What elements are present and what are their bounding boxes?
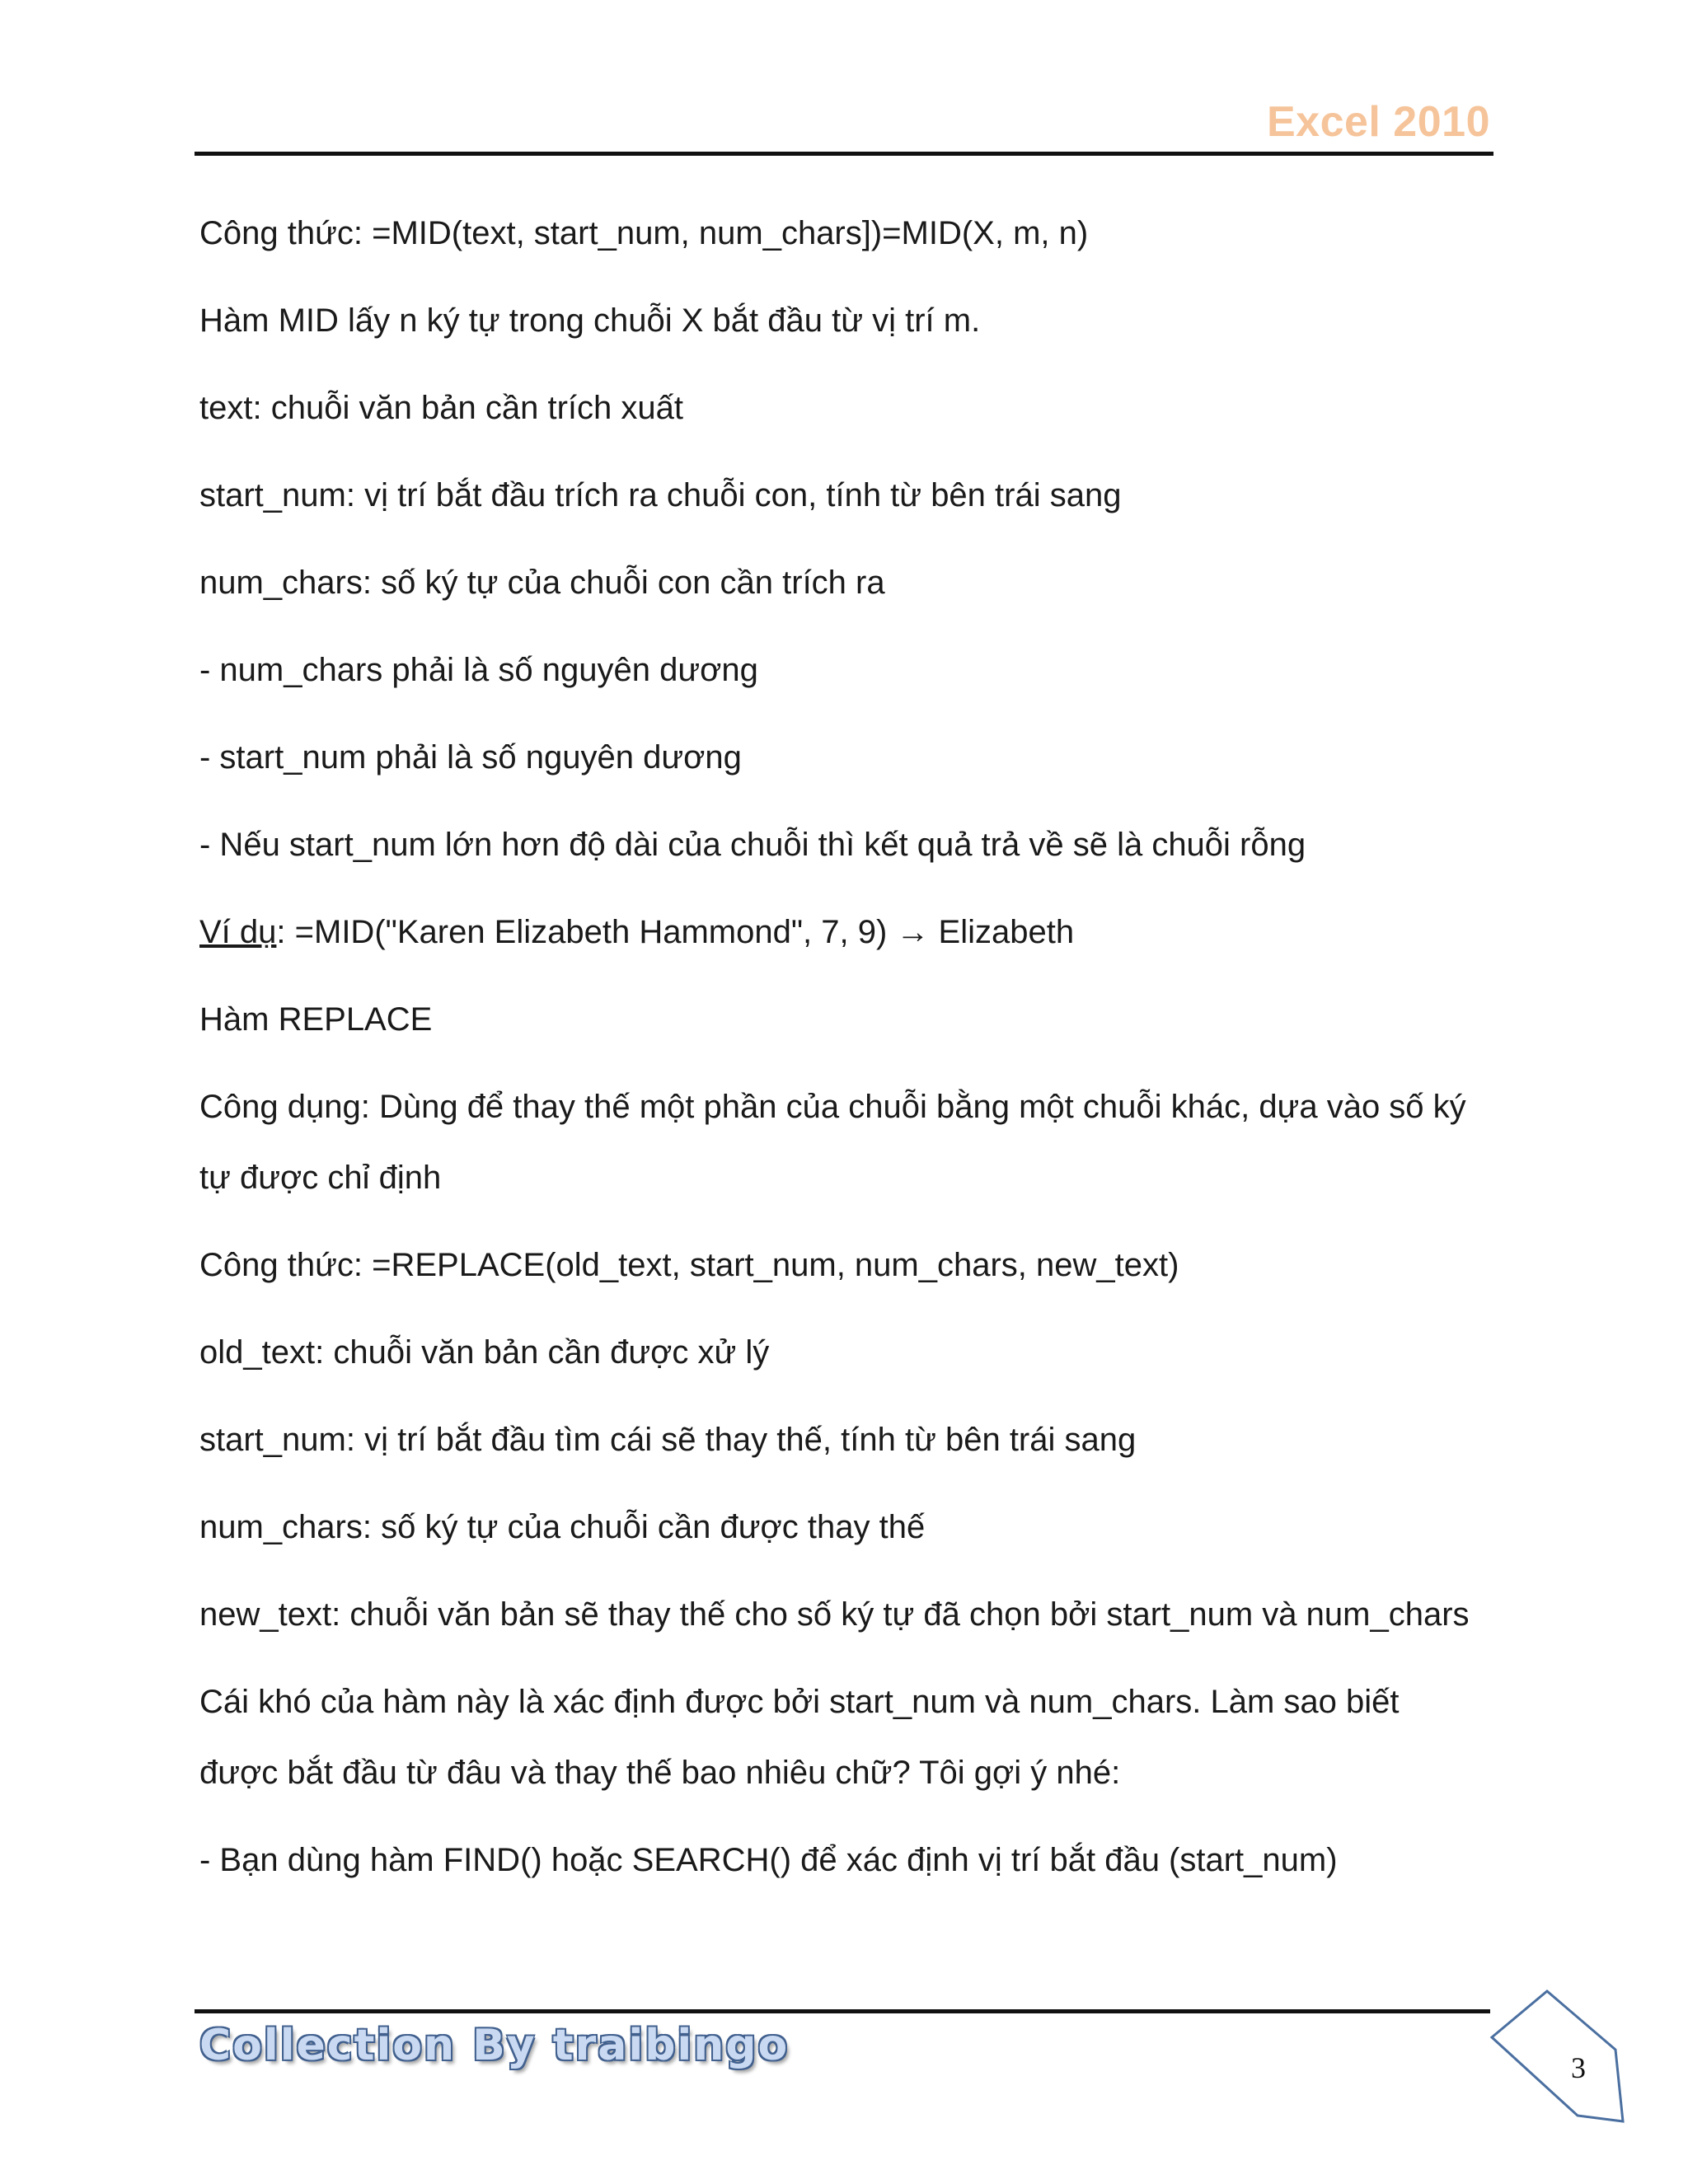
body-line-replace-num-chars-arg: num_chars: số ký tự của chuỗi cần được thay thế bbox=[199, 1509, 926, 1545]
document-body bbox=[199, 198, 1485, 1912]
footer-collection-text: Collection By traibingo bbox=[199, 2021, 790, 2070]
body-line-start-num-arg: start_num: vị trí bắt đầu trích ra chuỗi con, tính từ bên trái sang bbox=[199, 477, 1122, 513]
body-line-mid-formula: Công thức: =MID(text, start_num, num_chars])=MID(X, m, n) bbox=[199, 215, 1089, 251]
body-line-difficulty-note: Cái khó của hàm này là xác định được bởi start_num và num_chars. Làm sao biết được bắt đầu từ đâu và thay thế bao nhiêu chữ? Tôi gợi ý nhé: bbox=[199, 1684, 1400, 1791]
body-line-old-text-arg: old_text: chuỗi văn bản cần được xử lý bbox=[199, 1334, 770, 1371]
body-line-num-chars-rule: - num_chars phải là số nguyên dương bbox=[199, 652, 758, 688]
body-line-replace-usage: Công dụng: Dùng để thay thế một phần của chuỗi bằng một chuỗi khác, dựa vào số ký tự được chỉ định bbox=[199, 1089, 1466, 1196]
body-line-empty-result-rule: - Nếu start_num lớn hơn độ dài của chuỗi thì kết quả trả về sẽ là chuỗi rỗng bbox=[199, 827, 1306, 863]
body-line-find-search-tip: - Bạn dùng hàm FIND() hoặc SEARCH() để xác định vị trí bắt đầu (start_num) bbox=[199, 1842, 1338, 1878]
section-heading-replace: Hàm REPLACE bbox=[199, 1001, 433, 1038]
header-rule bbox=[195, 152, 1493, 156]
header-title: Excel 2010 bbox=[1266, 98, 1490, 146]
example-text: : =MID("Karen Elizabeth Hammond", 7, 9) → Elizabeth bbox=[276, 914, 1075, 950]
body-line-start-num-rule: - start_num phải là số nguyên dương bbox=[199, 739, 742, 776]
body-line-num-chars-arg: num_chars: số ký tự của chuỗi con cần trích ra bbox=[199, 565, 885, 601]
body-line-replace-formula: Công thức: =REPLACE(old_text, start_num, num_chars, new_text) bbox=[199, 1247, 1179, 1283]
body-line-mid-description: Hàm MID lấy n ký tự trong chuỗi X bắt đầu từ vị trí m. bbox=[199, 302, 981, 339]
body-line-text-arg: text: chuỗi văn bản cần trích xuất bbox=[199, 390, 684, 426]
body-line-example bbox=[199, 897, 1485, 968]
example-label: Ví dụ bbox=[199, 914, 277, 950]
body-line-new-text-arg: new_text: chuỗi văn bản sẽ thay thế cho số ký tự đã chọn bởi start_num và num_chars bbox=[199, 1596, 1470, 1633]
page-number: 3 bbox=[1571, 2051, 1586, 2084]
footer-rule bbox=[195, 2009, 1490, 2013]
body-line-replace-start-num-arg: start_num: vị trí bắt đầu tìm cái sẽ thay thế, tính từ bên trái sang bbox=[199, 1422, 1137, 1458]
